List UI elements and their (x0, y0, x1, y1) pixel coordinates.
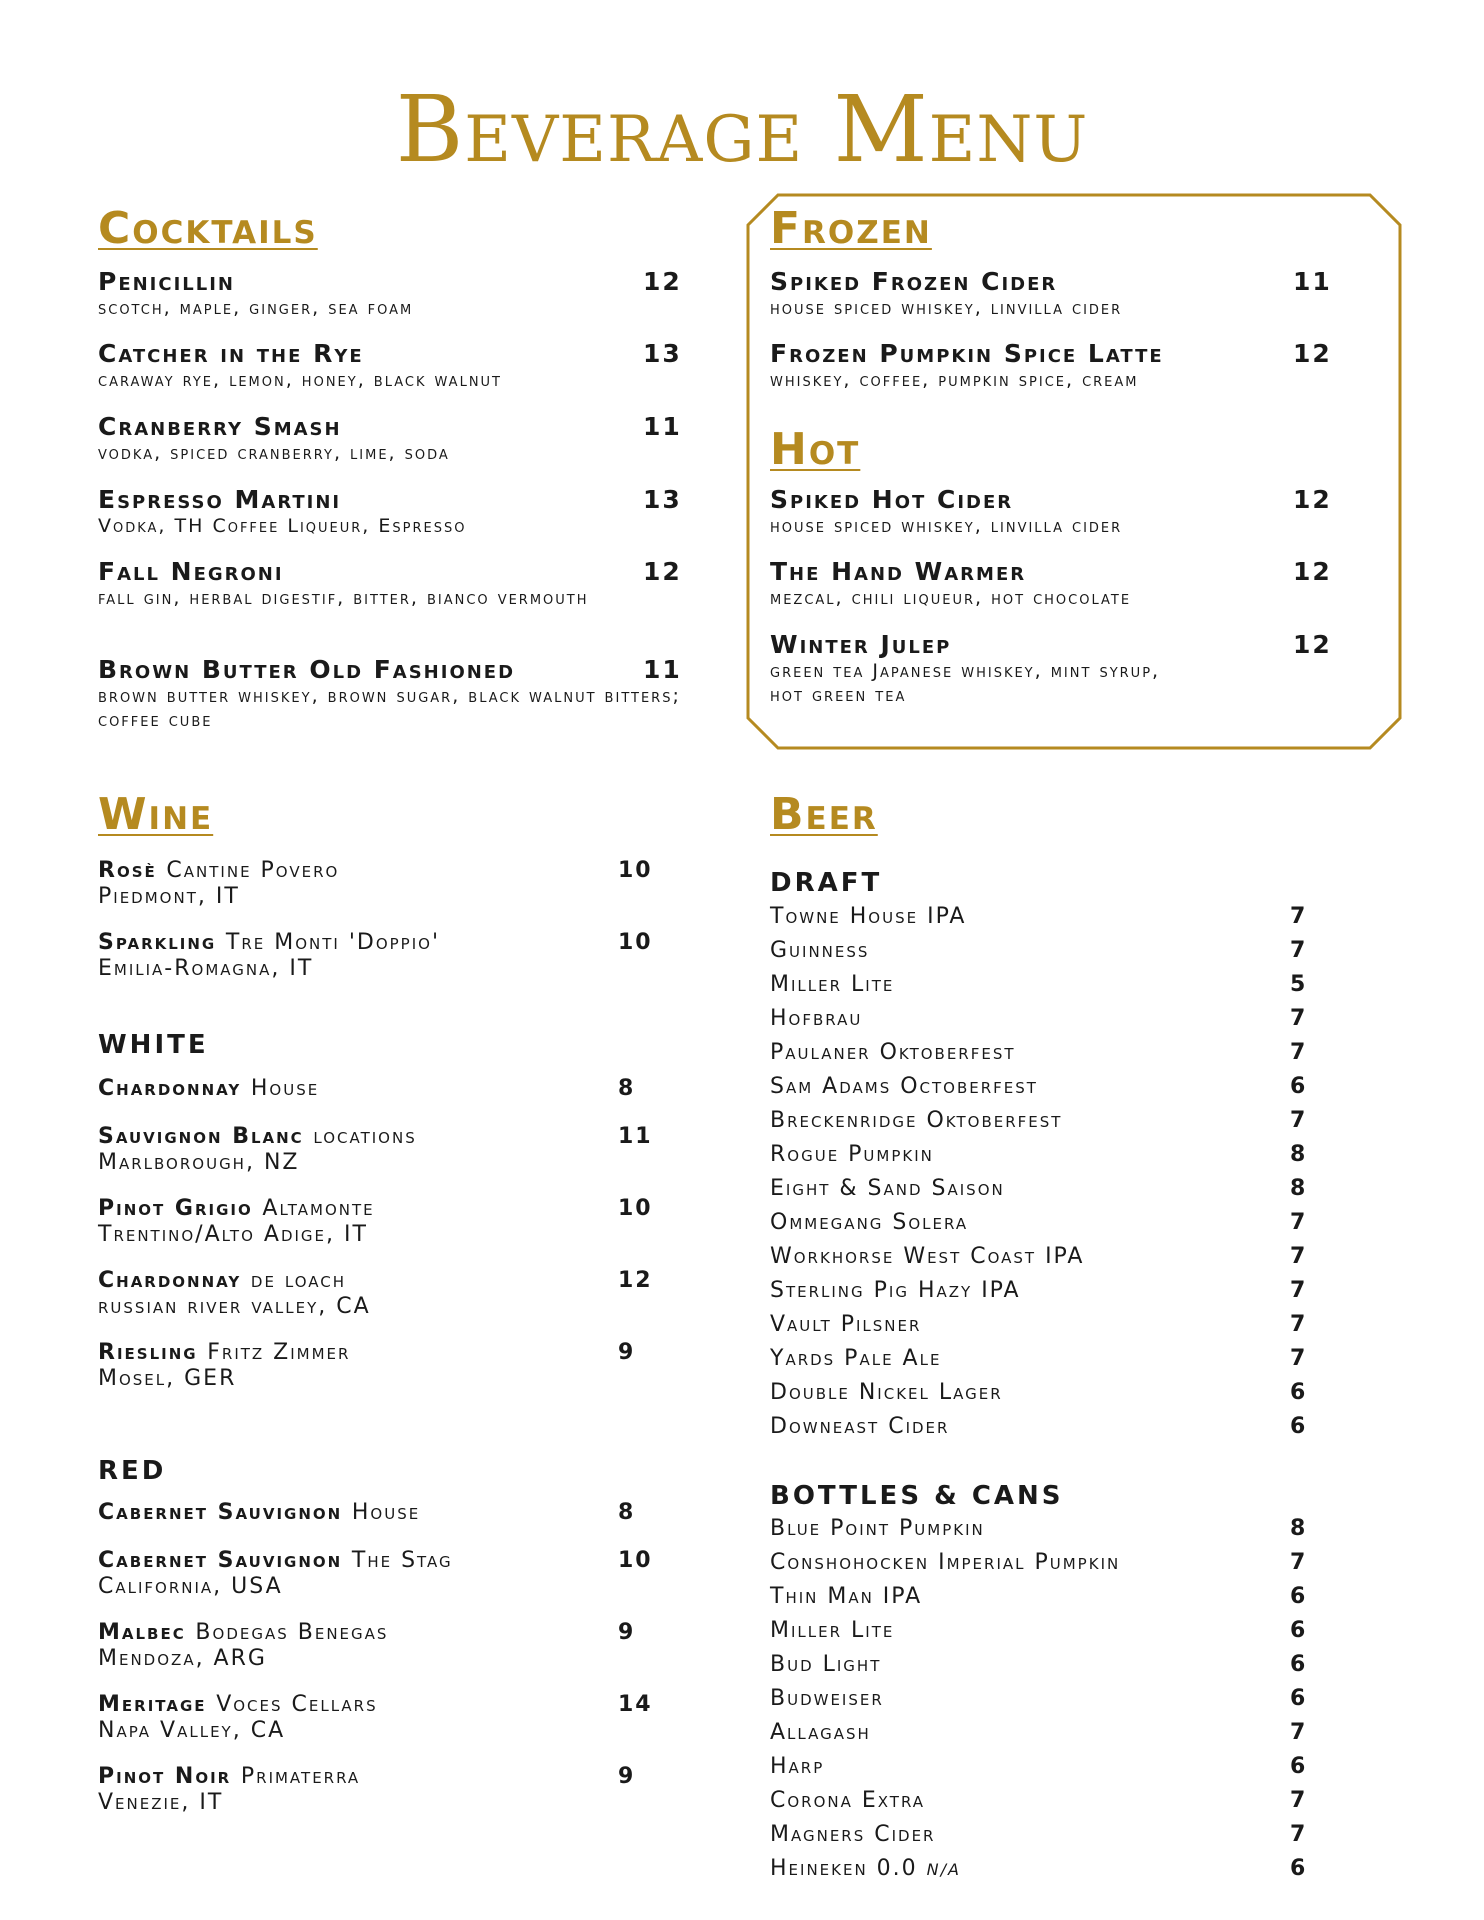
beer-name (770, 1308, 1330, 1342)
wine-name (98, 1340, 658, 1366)
wine-varietal: Riesling (98, 1340, 198, 1365)
beer-row (770, 1716, 1330, 1750)
wine-region: Trentino/Alto Adige, IT (98, 1222, 368, 1247)
beer-name (770, 1002, 1330, 1036)
beer-name (770, 1070, 1330, 1104)
item-price: 12 (643, 557, 682, 586)
beer-name (770, 1104, 1330, 1138)
wine-price: 11 (618, 1124, 653, 1149)
beer-price: 6 (1290, 1652, 1306, 1677)
wine-region: Napa Valley, CA (98, 1718, 286, 1743)
wine-price: 14 (618, 1692, 653, 1717)
beer-price: 7 (1290, 1278, 1306, 1303)
beer-price: 7 (1290, 1006, 1306, 1031)
wine-item (98, 1268, 658, 1320)
beer-name (770, 1648, 1330, 1682)
wine-price: 9 (618, 1340, 636, 1365)
beer-row (770, 1546, 1330, 1580)
beer-name-text: Rogue Pumpkin (770, 1142, 934, 1167)
beer-name (770, 1512, 1330, 1546)
beer-name-text: Double Nickel Lager (770, 1380, 1003, 1405)
wine-item (98, 1076, 658, 1102)
item-price: 12 (1293, 630, 1332, 659)
beer-name (770, 1240, 1330, 1274)
wine-varietal: Meritage (98, 1692, 207, 1717)
wine-item (98, 1196, 658, 1248)
wine-varietal: Cabernet Sauvignon (98, 1548, 343, 1573)
frozen-heading: Frozen (770, 203, 932, 254)
item-description: fall gin, herbal digestif, bitter, bianco vermouth (98, 587, 589, 609)
beer-price: 7 (1290, 1550, 1306, 1575)
wine-name (98, 1692, 658, 1718)
menu-item (98, 413, 718, 465)
beer-row (770, 934, 1330, 968)
beer-row (770, 1104, 1330, 1138)
item-description: house spiced whiskey, linvilla cider (770, 297, 1123, 319)
wine-varietal: Sparkling (98, 930, 217, 955)
wine-name (98, 1076, 658, 1102)
wine-region: California, USA (98, 1574, 283, 1599)
wine-price: 10 (618, 1196, 653, 1221)
item-price: 12 (643, 267, 682, 296)
menu-item (770, 340, 1340, 392)
beer-name (770, 1784, 1330, 1818)
beer-name-text: Vault Pilsner (770, 1312, 922, 1337)
wine-producer: Cantine Povero (166, 858, 340, 883)
wine-item (98, 1548, 658, 1600)
item-price: 11 (643, 655, 682, 684)
beer-row (770, 1648, 1330, 1682)
wine-name (98, 1764, 658, 1790)
item-price: 12 (1293, 339, 1332, 368)
menu-item (98, 558, 718, 610)
wine-varietal: Pinot Grigio (98, 1196, 253, 1221)
beer-price: 7 (1290, 1040, 1306, 1065)
wine-name (98, 930, 658, 956)
wine-producer: Bodegas Benegas (195, 1620, 389, 1645)
wine-price: 10 (618, 930, 653, 955)
item-name: Winter Julep (770, 630, 952, 659)
wine-producer: Altamonte (262, 1196, 375, 1221)
wine-item (98, 1124, 658, 1176)
beer-price: 7 (1290, 1210, 1306, 1235)
beer-name (770, 1342, 1330, 1376)
beer-name (770, 1376, 1330, 1410)
item-description: house spiced whiskey, linvilla cider (770, 515, 1123, 537)
wine-producer: de loach (250, 1268, 347, 1293)
wine-item (98, 1620, 658, 1672)
wine-name (98, 1620, 658, 1646)
hot-heading: Hot (770, 424, 861, 475)
wine-varietal: Sauvignon Blanc (98, 1124, 304, 1149)
beer-name-text: Allagash (770, 1720, 871, 1745)
beer-name (770, 968, 1330, 1002)
wine-price: 10 (618, 1548, 653, 1573)
beer-name (770, 1172, 1330, 1206)
beer-name-text: Thin Man IPA (770, 1584, 923, 1609)
item-price: 12 (1293, 557, 1332, 586)
menu-item (98, 656, 718, 732)
item-name: Espresso Martini (98, 485, 342, 514)
beer-row (770, 1376, 1330, 1410)
wine-producer: Primaterra (240, 1764, 361, 1789)
wine-item (98, 858, 658, 910)
item-description: scotch, maple, ginger, sea foam (98, 297, 414, 319)
item-name: Penicillin (98, 267, 235, 296)
beer-name-text: Sterling Pig Hazy IPA (770, 1278, 1021, 1303)
beer-row (770, 1274, 1330, 1308)
beer-heading: Beer (770, 789, 878, 840)
wine-varietal: Cabernet Sauvignon (98, 1500, 343, 1525)
beer-row (770, 1138, 1330, 1172)
menu-title: Beverage Menu (395, 76, 1089, 183)
beer-name-text: Workhorse West Coast IPA (770, 1244, 1085, 1269)
beer-price: 7 (1290, 1788, 1306, 1813)
beer-row (770, 1614, 1330, 1648)
menu-item (770, 268, 1340, 320)
wine-item (98, 930, 658, 982)
beer-price: 8 (1290, 1176, 1306, 1201)
beer-name (770, 1818, 1330, 1852)
beer-price: 6 (1290, 1618, 1306, 1643)
beer-row (770, 1070, 1330, 1104)
beer-price: 7 (1290, 1244, 1306, 1269)
cocktails-heading: Cocktails (98, 203, 318, 254)
beer-name-text: Guinness (770, 938, 870, 963)
beer-price: 8 (1290, 1142, 1306, 1167)
item-price: 11 (1293, 267, 1332, 296)
item-name: Cranberry Smash (98, 412, 342, 441)
beer-row (770, 1206, 1330, 1240)
wine-region: Piedmont, IT (98, 884, 240, 909)
beer-row (770, 1240, 1330, 1274)
item-price: 11 (643, 412, 682, 441)
beer-price: 6 (1290, 1584, 1306, 1609)
beer-name-text: Miller Lite (770, 972, 895, 997)
beer-price: 7 (1290, 1720, 1306, 1745)
beer-name-text: Ommegang Solera (770, 1210, 969, 1235)
item-name: Catcher in the Rye (98, 339, 364, 368)
item-name: Fall Negroni (98, 557, 284, 586)
wine-producer: House (351, 1500, 421, 1525)
beer-name (770, 1614, 1330, 1648)
beer-price: 8 (1290, 1516, 1306, 1541)
wine-item (98, 1692, 658, 1744)
wine-price: 12 (618, 1268, 653, 1293)
beer-price: 7 (1290, 1108, 1306, 1133)
beer-name-text: Conshohocken Imperial Pumpkin (770, 1550, 1121, 1575)
beer-name-text: Budweiser (770, 1686, 884, 1711)
item-description: caraway rye, lemon, honey, black walnut (98, 369, 503, 391)
beer-name-text: Yards Pale Ale (770, 1346, 942, 1371)
item-name: Spiked Frozen Cider (770, 267, 1058, 296)
wine-item (98, 1764, 658, 1816)
beer-row (770, 900, 1330, 934)
menu-item (98, 340, 718, 392)
beer-name-text: Heineken 0.0 (770, 1856, 918, 1881)
beer-name (770, 1546, 1330, 1580)
beer-name (770, 1716, 1330, 1750)
wine-producer: Fritz Zimmer (207, 1340, 351, 1365)
beer-row (770, 1784, 1330, 1818)
beer-price: 6 (1290, 1754, 1306, 1779)
wine-price: 9 (618, 1764, 636, 1789)
wine-region: russian river valley, CA (98, 1294, 371, 1319)
beer-name (770, 934, 1330, 968)
beer-price: 5 (1290, 972, 1306, 997)
beer-name-text: Harp (770, 1754, 825, 1779)
beer-price: 6 (1290, 1686, 1306, 1711)
beer-name (770, 1580, 1330, 1614)
wine-region: Mendoza, ARG (98, 1646, 267, 1671)
beer-row (770, 1308, 1330, 1342)
beer-row (770, 1410, 1330, 1444)
item-price: 13 (643, 485, 682, 514)
wine-producer: The Stag (351, 1548, 453, 1573)
beer-name-text: Eight & Sand Saison (770, 1176, 1005, 1201)
wine-name (98, 858, 658, 884)
beer-name (770, 1206, 1330, 1240)
wine-name (98, 1124, 658, 1150)
beer-bottles-subheading: BOTTLES & CANS (770, 1481, 1064, 1511)
wine-varietal: Malbec (98, 1620, 186, 1645)
wine-producer: Voces Cellars (216, 1692, 378, 1717)
beer-name (770, 1274, 1330, 1308)
wine-name (98, 1548, 658, 1574)
beer-name-text: Magners Cider (770, 1822, 936, 1847)
beer-price: 7 (1290, 1312, 1306, 1337)
beer-draft-subheading: DRAFT (770, 868, 883, 898)
beer-name-text: Hofbrau (770, 1006, 863, 1031)
wine-region: Marlborough, NZ (98, 1150, 300, 1175)
beer-price: 6 (1290, 1380, 1306, 1405)
wine-varietal: Pinot Noir (98, 1764, 232, 1789)
wine-producer: locations (313, 1124, 417, 1149)
menu-item (98, 268, 718, 320)
item-description: mezcal, chili liqueur, hot chocolate (770, 587, 1132, 609)
beer-row (770, 1342, 1330, 1376)
beer-name-text: Bud Light (770, 1652, 882, 1677)
wine-name (98, 1268, 658, 1294)
item-name: The Hand Warmer (770, 557, 1027, 586)
beer-name-text: Blue Point Pumpkin (770, 1516, 985, 1541)
beer-row (770, 968, 1330, 1002)
beer-name-text: Miller Lite (770, 1618, 895, 1643)
wine-name (98, 1196, 658, 1222)
beer-price: 7 (1290, 1822, 1306, 1847)
item-description: whiskey, coffee, pumpkin spice, cream (770, 369, 1139, 391)
beer-row (770, 1750, 1330, 1784)
beer-row (770, 1682, 1330, 1716)
beer-name (770, 1138, 1330, 1172)
beer-name (770, 1036, 1330, 1070)
beer-name-text: Corona Extra (770, 1788, 926, 1813)
beer-price: 6 (1290, 1414, 1306, 1439)
wine-name (98, 1500, 658, 1526)
beer-name-text: Towne House IPA (770, 904, 967, 929)
wine-region: Mosel, GER (98, 1366, 237, 1391)
wine-item (98, 1340, 658, 1392)
beer-name (770, 1682, 1330, 1716)
wine-varietal: Rosè (98, 858, 157, 883)
beer-price: 6 (1290, 1074, 1306, 1099)
wine-price: 8 (618, 1076, 636, 1101)
item-price: 13 (643, 339, 682, 368)
menu-item (770, 557, 1332, 610)
wine-price: 10 (618, 858, 653, 883)
beer-price: 6 (1290, 1856, 1306, 1881)
beer-name (770, 1852, 1330, 1887)
wine-red-subheading: RED (98, 1456, 167, 1486)
wine-item (98, 1500, 658, 1526)
beer-row (770, 1580, 1330, 1614)
beer-name-text: Paulaner Oktoberfest (770, 1040, 1016, 1065)
wine-price: 8 (618, 1500, 636, 1525)
wine-heading: Wine (98, 789, 214, 840)
wine-producer: House (250, 1076, 320, 1101)
beer-row (770, 1172, 1330, 1206)
beer-price: 7 (1290, 1346, 1306, 1371)
item-name: Frozen Pumpkin Spice Latte (770, 339, 1164, 368)
item-description: brown butter whiskey, brown sugar, black walnut bitters; coffee cube (98, 685, 681, 731)
beer-price: 7 (1290, 938, 1306, 963)
item-description: green tea Japanese whiskey, mint syrup, hot green tea (770, 660, 1161, 706)
beer-name (770, 900, 1330, 934)
beer-name-text: Breckenridge Oktoberfest (770, 1108, 1063, 1133)
wine-producer: Tre Monti 'Doppio' (225, 930, 441, 955)
item-description: Vodka, TH Coffee Liqueur, Espresso (98, 515, 467, 537)
wine-region: Venezie, IT (98, 1790, 224, 1815)
wine-varietal: Chardonnay (98, 1268, 242, 1293)
beer-name (770, 1750, 1330, 1784)
beer-row (770, 1818, 1330, 1852)
beer-note: N/A (926, 1860, 961, 1879)
menu-item (770, 485, 1332, 538)
wine-white-subheading: WHITE (98, 1030, 209, 1060)
beer-row (770, 1512, 1330, 1546)
beer-name (770, 1410, 1330, 1444)
beer-row (770, 1002, 1330, 1036)
beer-name-text: Sam Adams Octoberfest (770, 1074, 1038, 1099)
menu-item (98, 486, 718, 538)
menu-item (770, 630, 1332, 707)
wine-price: 9 (618, 1620, 636, 1645)
item-name: Brown Butter Old Fashioned (98, 655, 516, 684)
beer-row (770, 1036, 1330, 1070)
item-description: vodka, spiced cranberry, lime, soda (98, 442, 450, 464)
beer-price: 7 (1290, 904, 1306, 929)
item-price: 12 (1293, 485, 1332, 514)
wine-region: Emilia-Romagna, IT (98, 956, 314, 981)
beer-name-text: Downeast Cider (770, 1414, 950, 1439)
beer-row (770, 1852, 1330, 1886)
wine-varietal: Chardonnay (98, 1076, 242, 1101)
item-name: Spiked Hot Cider (770, 485, 1014, 514)
